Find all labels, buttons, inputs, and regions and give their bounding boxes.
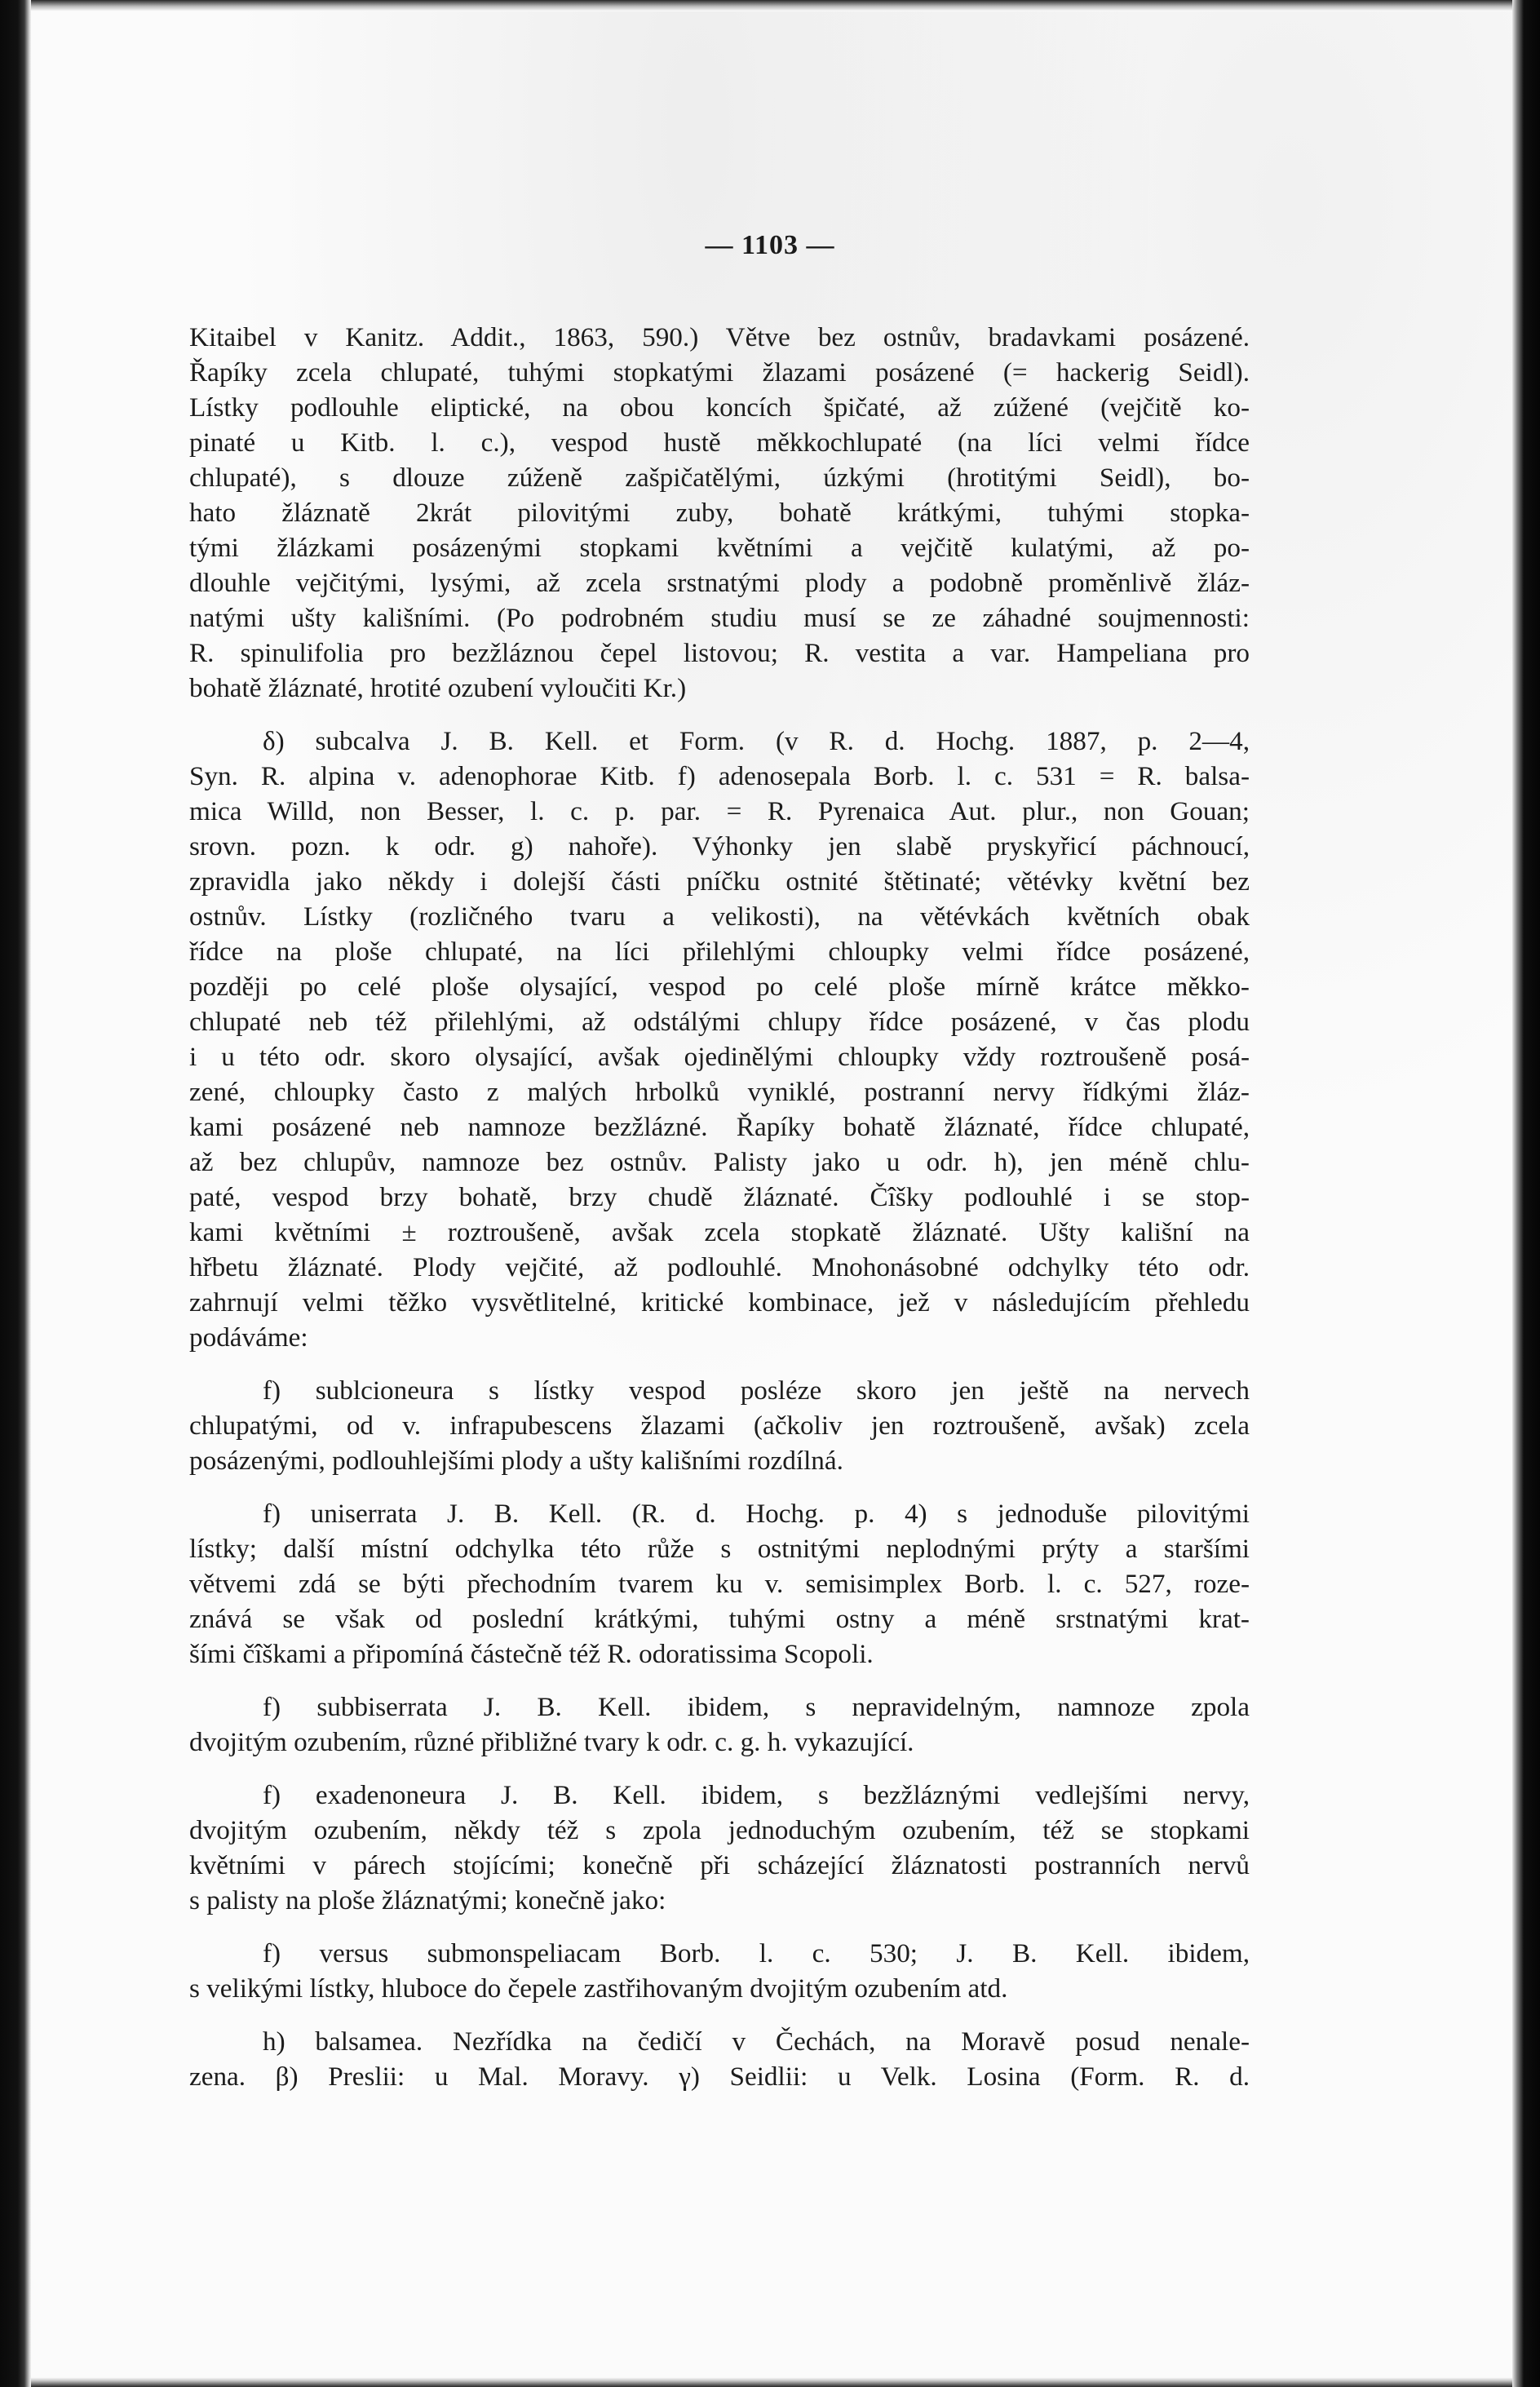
text-line: kami květními ± roztroušeně, avšak zcela stopkatě žláznaté. Ušty kališní na [189,1217,1250,1247]
text-line: větvemi zdá se býti přechodním tvarem ku v. semisimplex Borb. l. c. 527, roze- [189,1569,1250,1599]
text-line: lístky; další místní odchylka této růže s ostnitými neplodnými prýty a staršími [189,1534,1250,1564]
text-line: f) versus submonspeliacam Borb. l. c. 530; J. B. Kell. ibidem, [263,1938,1250,1968]
text-line: zpravidla jako někdy i dolejší části pníčku ostnité štětinaté; větévky květní bez [189,866,1250,897]
paragraph-balsamea [189,2024,1250,2094]
text-line: srovn. pozn. k odr. g) nahoře). Výhonky jen slabě pryskyřicí páchnoucí, [189,831,1250,861]
paragraph-subbiserrata [189,1690,1250,1760]
text-line: bohatě žláznaté, hrotité ozubení vyloučiti Kr.) [189,673,687,703]
text-line: i u této odr. skoro olysající, avšak ojedinělými chloupky vždy roztroušeně posá- [189,1042,1250,1072]
text-line: podáváme: [189,1322,308,1353]
text-line: natými ušty kališními. (Po podrobném studiu musí se ze záhadné soujmennosti: [189,603,1250,633]
text-line: Syn. R. alpina v. adenophorae Kitb. f) adenosepala Borb. l. c. 531 = R. balsa- [189,761,1250,791]
text-line: pinaté u Kitb. l. c.), vespod hustě měkkochlupaté (na líci velmi řídce [189,427,1250,458]
text-line: dlouhle vejčitými, lysými, až zcela srstnatými plody a podobně proměnlivě žláz- [189,568,1250,598]
body-text [189,320,1250,2094]
text-line: Řapíky zcela chlupaté, tuhými stopkatými žlazami posázené (= hackerig Seidl). [189,357,1250,388]
text-line: mica Willd, non Besser, l. c. p. par. = R. Pyrenaica Aut. plur., non Gouan; [189,796,1250,826]
scan-edge-left [0,0,31,2387]
paragraph-uniserrata [189,1496,1250,1672]
text-line: dvojitým ozubením, někdy též s zpola jednoduchým ozubením, též se stopkami [189,1815,1250,1845]
text-line: δ) subcalva J. B. Kell. et Form. (v R. d. Hochg. 1887, p. 2—4, [263,726,1250,756]
text-line: znává se však od poslední krátkými, tuhými ostny a méně srstnatými krat- [189,1604,1250,1634]
text-line: h) balsamea. Nezřídka na čedičí v Čechách, na Moravě posud nenale- [263,2026,1250,2057]
text-line: chlupaté), s dlouze zúženě zašpičatělými, úzkými (hrotitými Seidl), bo- [189,463,1250,493]
text-line: R. spinulifolia pro bezžláznou čepel listovou; R. vestita a var. Hampeliana pro [189,638,1250,668]
text-line: s palisty na ploše žláznatými; konečně jako: [189,1885,666,1915]
paragraph-kitaibel [189,320,1250,706]
text-line: f) subbiserrata J. B. Kell. ibidem, s nepravidelným, namnoze zpola [263,1692,1250,1722]
text-line: posázenými, podlouhlejšími plody a ušty kališními rozdílná. [189,1446,843,1476]
text-line: hato žláznatě 2krát pilovitými zuby, bohatě krátkými, tuhými stopka- [189,498,1250,528]
text-line: zena. β) Preslii: u Mal. Moravy. γ) Seidlii: u Velk. Losina (Form. R. d. [189,2062,1250,2092]
text-line: Kitaibel v Kanitz. Addit., 1863, 590.) Větve bez ostnův, bradavkami posázené. [189,322,1250,352]
text-line: až bez chlupův, namnoze bez ostnův. Palisty jako u odr. h), jen méně chlu- [189,1147,1250,1177]
text-line: paté, vespod brzy bohatě, brzy chudě žláznaté. Čîšky podlouhlé i se stop- [189,1182,1250,1212]
scan-edge-right [1512,0,1540,2387]
text-line: f) exadenoneura J. B. Kell. ibidem, s bezžláznými vedlejšími nervy, [263,1780,1250,1810]
paragraph-subcalva [189,724,1250,1355]
text-line: později po celé ploše olysající, vespod po celé ploše mírně krátce měkko- [189,972,1250,1002]
scan-edge-top [31,0,1512,11]
paragraph-sublcioneura [189,1373,1250,1478]
paragraph-exadenoneura [189,1778,1250,1918]
text-line: f) uniserrata J. B. Kell. (R. d. Hochg. p. 4) s jednoduše pilovitými [263,1499,1250,1529]
text-line: tými žlázkami posázenými stopkami květními a vejčitě kulatými, až po- [189,533,1250,563]
paragraph-versus-submonspeliacam [189,1936,1250,2006]
text-line: s velikými lístky, hluboce do čepele zastřihovaným dvojitým ozubením atd. [189,1973,1008,2004]
text-line: ostnův. Lístky (rozličného tvaru a velikosti), na větévkách květních obak [189,901,1250,932]
page-number: — 1103 — [705,230,835,260]
text-line: Lístky podlouhle eliptické, na obou koncích špičaté, až zúžené (vejčitě ko- [189,392,1250,423]
text-line: kami posázené neb namnoze bezžlázné. Řapíky bohatě žláznaté, řídce chlupaté, [189,1112,1250,1142]
text-line: zené, chloupky často z malých hrbolků vyniklé, postranní nervy řídkými žláz- [189,1077,1250,1107]
text-line: hřbetu žláznaté. Plody vejčité, až podlouhlé. Mnohonásobné odchylky této odr. [189,1252,1250,1282]
text-line: dvojitým ozubením, různé přibližné tvary k odr. c. g. h. vykazující. [189,1727,914,1757]
text-line: květními v párech stojícími; konečně při scházející žláznatosti postranních nervů [189,1850,1250,1880]
text-line: šími čîškami a připomíná částečně též R. odoratissima Scopoli. [189,1639,874,1669]
scan-edge-bottom [31,2377,1512,2387]
text-line: chlupatými, od v. infrapubescens žlazami (ačkoliv jen roztroušeně, avšak) zcela [189,1410,1250,1441]
text-line: chlupaté neb též přilehlými, až odstálými chlupy řídce posázené, v čas plodu [189,1007,1250,1037]
text-line: f) sublcioneura s lístky vespod posléze skoro jen ještě na nervech [263,1375,1250,1406]
text-line: zahrnují velmi těžko vysvětlitelné, kritické kombinace, jež v následujícím přehledu [189,1287,1250,1318]
text-line: řídce na ploše chlupaté, na líci přilehlými chloupky velmi řídce posázené, [189,937,1250,967]
